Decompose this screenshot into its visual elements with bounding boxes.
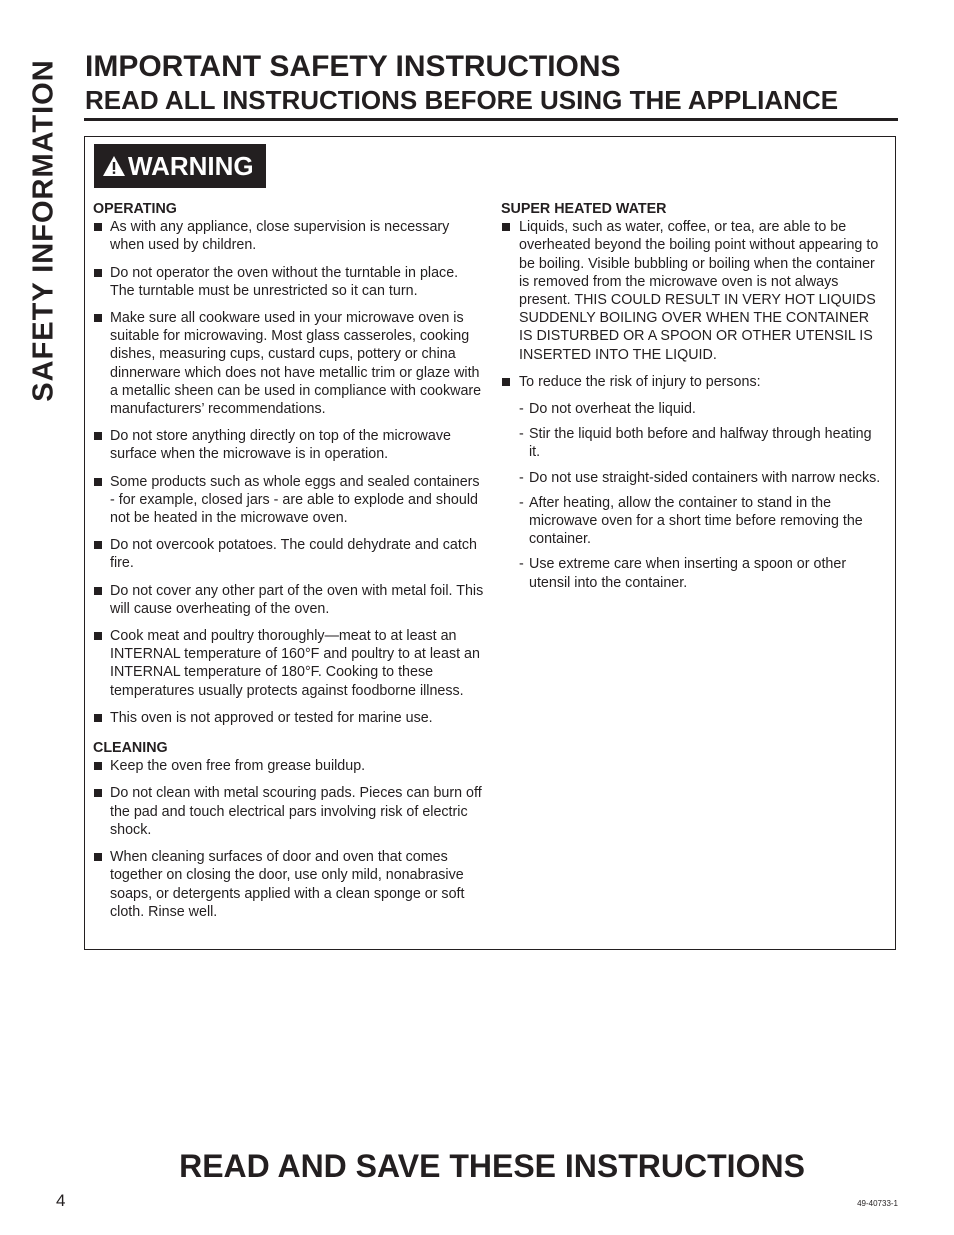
warning-triangle-icon bbox=[102, 155, 126, 177]
left-column bbox=[93, 200, 485, 930]
list-item: Do not operator the oven without the turntable in place. The turntable must be unrestricted so it can turn. bbox=[93, 264, 485, 300]
sub-list-item: - After heating, allow the container to stand in the microwave oven for a short time before removing the container. bbox=[519, 494, 885, 549]
list-item: When cleaning surfaces of door and oven that comes together on closing the door, use only mild, nonabrasive soaps, or detergents applied with a clean sponge or soft cloth. Rinse well. bbox=[93, 848, 485, 921]
document-code: 49-40733-1 bbox=[857, 1199, 898, 1208]
list-item: Keep the oven free from grease buildup. bbox=[93, 757, 485, 775]
page-title: IMPORTANT SAFETY INSTRUCTIONS bbox=[85, 50, 621, 83]
title-divider bbox=[84, 118, 898, 121]
sub-list-item: - Stir the liquid both before and halfway through heating it. bbox=[519, 425, 885, 461]
operating-list bbox=[93, 218, 485, 727]
list-item: This oven is not approved or tested for marine use. bbox=[93, 709, 485, 727]
footer-title: READ AND SAVE THESE INSTRUCTIONS bbox=[179, 1148, 805, 1184]
cleaning-list bbox=[93, 757, 485, 921]
right-column bbox=[501, 200, 885, 599]
cleaning-heading: CLEANING bbox=[93, 740, 168, 757]
list-item: Liquids, such as water, coffee, or tea, are able to be overheated beyond the boiling point without appearing to be boiling. Visible bubbling or boiling when the container is removed from the microwave oven is not always present. THIS COULD RESULT IN VERY HOT LIQUIDS SUDDENLY BOILING OVER WHEN THE CONTAINER IS DISTURBED OR A SPOON OR OTHER UTENSIL IS INSERTED INTO THE LIQUID. bbox=[501, 218, 885, 364]
list-item: Do not overcook potatoes. The could dehydrate and catch fire. bbox=[93, 536, 485, 572]
list-item: Cook meat and poultry thoroughly—meat to at least an INTERNAL temperature of 160°F and poultry to at least an INTERNAL temperature of 180°F. Cooking to these temperatures usually protects against foodborne illness. bbox=[93, 627, 485, 700]
section-side-tab bbox=[26, 55, 62, 405]
list-item: Make sure all cookware used in your microwave oven is suitable for microwaving. Most glass casseroles, cooking dishes, measuring cups, custard cups, pottery or china dinnerware which does not have metallic trim or glaze with a metallic sheen can be used in compliance with cookware manufacturers’ recommendations. bbox=[93, 309, 485, 418]
sub-list-item: - Do not use straight-sided containers with narrow necks. bbox=[519, 469, 885, 487]
injury-sublist bbox=[501, 400, 885, 592]
warning-badge bbox=[94, 144, 266, 188]
super-heated-heading: SUPER HEATED WATER bbox=[501, 201, 667, 217]
list-item: As with any appliance, close supervision is necessary when used by children. bbox=[93, 218, 485, 254]
list-item: Some products such as whole eggs and sealed containers - for example, closed jars - are able to explode and should not be heated in the microwave oven. bbox=[93, 473, 485, 528]
list-item: Do not clean with metal scouring pads. Pieces can burn off the pad and touch electrical pars involving risk of electric shock. bbox=[93, 784, 485, 839]
list-item: Do not store anything directly on top of the microwave surface when the microwave is in operation. bbox=[93, 427, 485, 463]
page-number: 4 bbox=[56, 1191, 66, 1210]
list-item: To reduce the risk of injury to persons: bbox=[501, 373, 885, 391]
section-side-tab-label: SAFETY INFORMATION bbox=[27, 58, 60, 402]
warning-label: WARNING bbox=[128, 150, 254, 181]
super-heated-list bbox=[501, 218, 885, 391]
sub-list-item: - Do not overheat the liquid. bbox=[519, 400, 885, 418]
list-item: Do not cover any other part of the oven with metal foil. This will cause overheating of the oven. bbox=[93, 582, 485, 618]
page-subtitle: READ ALL INSTRUCTIONS BEFORE USING THE APPLIANCE bbox=[85, 85, 839, 115]
sub-list-item: - Use extreme care when inserting a spoon or other utensil into the container. bbox=[519, 555, 885, 591]
operating-heading: OPERATING bbox=[93, 201, 177, 217]
